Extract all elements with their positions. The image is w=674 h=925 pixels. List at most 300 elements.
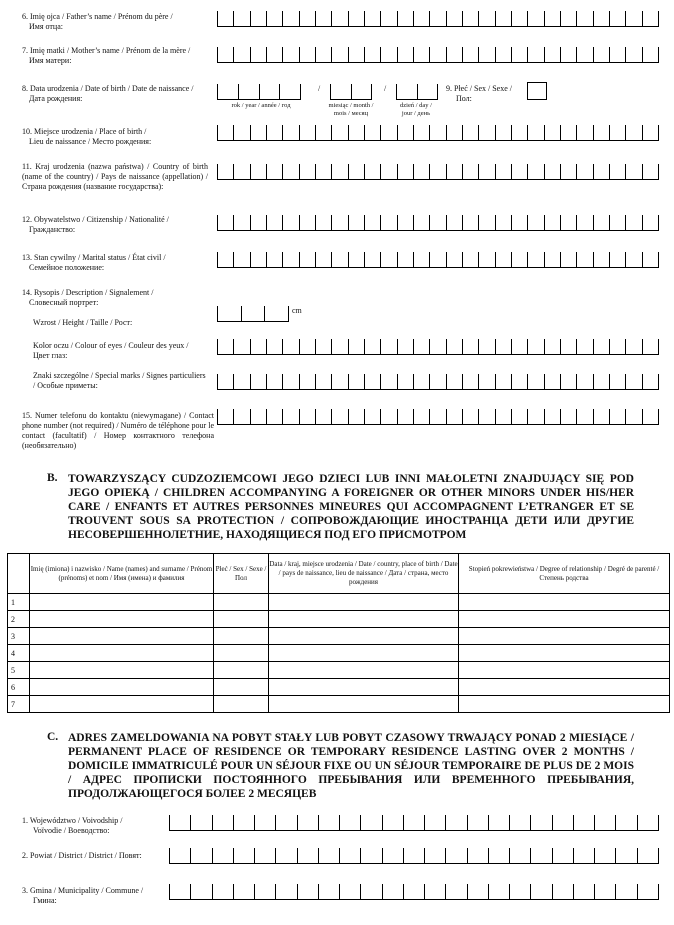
char-cell-divider bbox=[544, 215, 545, 230]
char-cell-divider bbox=[429, 125, 430, 140]
char-cell-divider bbox=[576, 252, 577, 267]
relationship-cell[interactable] bbox=[459, 662, 670, 679]
char-cell-divider bbox=[254, 815, 255, 830]
char-cell-divider bbox=[331, 409, 332, 424]
char-cell-divider bbox=[527, 11, 528, 26]
char-cell-divider bbox=[217, 47, 218, 62]
char-cell-divider bbox=[576, 374, 577, 389]
char-cell-divider bbox=[658, 884, 659, 899]
char-cell-divider bbox=[241, 306, 242, 321]
char-cell-divider bbox=[397, 252, 398, 267]
char-cell-divider bbox=[544, 47, 545, 62]
char-cell-divider bbox=[339, 815, 340, 830]
char-cell-divider bbox=[615, 848, 616, 863]
row-number: 1 bbox=[8, 594, 30, 611]
char-cell-divider bbox=[299, 252, 300, 267]
char-cell-divider bbox=[299, 125, 300, 140]
char-cell-divider bbox=[382, 884, 383, 899]
char-cell-divider bbox=[544, 125, 545, 140]
sex-box[interactable] bbox=[527, 82, 547, 100]
char-cell-divider bbox=[169, 815, 170, 830]
char-cell-divider bbox=[250, 374, 251, 389]
char-cell-divider bbox=[445, 848, 446, 863]
mother-name-field[interactable] bbox=[217, 47, 659, 63]
char-cell-divider bbox=[446, 215, 447, 230]
char-cell-divider bbox=[424, 848, 425, 863]
char-cell-divider bbox=[446, 11, 447, 26]
birth-cell[interactable] bbox=[269, 594, 459, 611]
father-name-label-ru: Имя отца: bbox=[29, 22, 63, 31]
char-cell-divider bbox=[266, 11, 267, 26]
char-cell-divider bbox=[331, 339, 332, 354]
char-cell-divider bbox=[299, 374, 300, 389]
row-number: 7 bbox=[8, 696, 30, 713]
relationship-cell[interactable] bbox=[459, 679, 670, 696]
height-field[interactable] bbox=[217, 306, 289, 322]
char-cell-divider bbox=[266, 409, 267, 424]
name-cell[interactable] bbox=[30, 696, 214, 713]
char-cell-divider bbox=[573, 815, 574, 830]
char-cell-divider bbox=[266, 215, 267, 230]
birth-day-field[interactable] bbox=[396, 84, 438, 100]
char-cell-divider bbox=[250, 339, 251, 354]
char-cell-divider bbox=[576, 125, 577, 140]
birth-cell[interactable] bbox=[269, 611, 459, 628]
char-cell-divider bbox=[397, 47, 398, 62]
char-cell-divider bbox=[282, 409, 283, 424]
char-cell-divider bbox=[266, 339, 267, 354]
char-cell-divider bbox=[318, 848, 319, 863]
char-cell-divider bbox=[380, 11, 381, 26]
char-cell-divider bbox=[315, 215, 316, 230]
char-cell-divider bbox=[233, 339, 234, 354]
phone-field[interactable] bbox=[217, 409, 659, 425]
char-cell-divider bbox=[360, 815, 361, 830]
char-cell-divider bbox=[397, 11, 398, 26]
char-cell-divider bbox=[331, 47, 332, 62]
char-cell-divider bbox=[275, 848, 276, 863]
sex-cell[interactable] bbox=[214, 611, 269, 628]
char-cell-divider bbox=[527, 125, 528, 140]
char-cell-divider bbox=[413, 47, 414, 62]
char-cell-divider bbox=[250, 409, 251, 424]
char-cell-divider bbox=[544, 252, 545, 267]
name-cell[interactable] bbox=[30, 679, 214, 696]
char-cell-divider bbox=[233, 815, 234, 830]
char-cell-divider bbox=[594, 815, 595, 830]
char-cell-divider bbox=[511, 252, 512, 267]
marital-status-label: 13. Stan cywilny / Marital status / État civil / bbox=[22, 253, 166, 262]
char-cell-divider bbox=[250, 164, 251, 179]
char-cell-divider bbox=[446, 252, 447, 267]
char-cell-divider bbox=[380, 409, 381, 424]
char-cell-divider bbox=[212, 815, 213, 830]
birth-cell[interactable] bbox=[269, 679, 459, 696]
char-cell-divider bbox=[593, 339, 594, 354]
char-cell-divider bbox=[527, 409, 528, 424]
char-cell-divider bbox=[511, 11, 512, 26]
char-cell-divider bbox=[217, 339, 218, 354]
char-cell-divider bbox=[413, 215, 414, 230]
char-cell-divider bbox=[609, 125, 610, 140]
char-cell-divider bbox=[658, 47, 659, 62]
birth-cell[interactable] bbox=[269, 696, 459, 713]
char-cell-divider bbox=[642, 215, 643, 230]
char-cell-divider bbox=[233, 848, 234, 863]
char-cell-divider bbox=[217, 374, 218, 389]
char-cell-divider bbox=[217, 252, 218, 267]
char-cell-divider bbox=[429, 339, 430, 354]
char-cell-divider bbox=[299, 409, 300, 424]
char-cell-divider bbox=[297, 848, 298, 863]
sex-cell[interactable] bbox=[214, 662, 269, 679]
district-field[interactable] bbox=[169, 848, 659, 864]
char-cell-divider bbox=[233, 409, 234, 424]
char-cell-divider bbox=[233, 47, 234, 62]
eye-colour-label: Kolor oczu / Colour of eyes / Couleur des yeux / bbox=[33, 341, 189, 350]
row-number: 6 bbox=[8, 679, 30, 696]
char-cell-divider bbox=[380, 125, 381, 140]
table-row bbox=[8, 679, 670, 696]
char-cell-divider bbox=[282, 339, 283, 354]
char-cell-divider bbox=[576, 215, 577, 230]
name-cell[interactable] bbox=[30, 645, 214, 662]
char-cell-divider bbox=[594, 884, 595, 899]
char-cell-divider bbox=[413, 252, 414, 267]
relationship-cell[interactable] bbox=[459, 628, 670, 645]
char-cell-divider bbox=[642, 164, 643, 179]
char-cell-divider bbox=[552, 848, 553, 863]
char-cell-divider bbox=[250, 11, 251, 26]
char-cell-divider bbox=[288, 306, 289, 321]
char-cell-divider bbox=[364, 11, 365, 26]
char-cell-divider bbox=[560, 252, 561, 267]
char-cell-divider bbox=[593, 409, 594, 424]
char-cell-divider bbox=[495, 11, 496, 26]
name-cell[interactable] bbox=[30, 594, 214, 611]
municipality-label: 3. Gmina / Municipality / Commune / bbox=[22, 886, 144, 895]
char-cell-divider bbox=[495, 374, 496, 389]
char-cell-divider bbox=[397, 409, 398, 424]
char-cell-divider bbox=[573, 848, 574, 863]
char-cell-divider bbox=[445, 884, 446, 899]
char-cell-divider bbox=[233, 164, 234, 179]
char-cell-divider bbox=[299, 47, 300, 62]
char-cell-divider bbox=[233, 125, 234, 140]
char-cell-divider bbox=[424, 884, 425, 899]
char-cell-divider bbox=[560, 11, 561, 26]
mother-name-label: 7. Imię matki / Mother’s name / Prénom de la mère / bbox=[22, 46, 191, 55]
char-cell-divider bbox=[364, 374, 365, 389]
char-cell-divider bbox=[593, 11, 594, 26]
char-cell-divider bbox=[609, 409, 610, 424]
char-cell-divider bbox=[371, 84, 372, 99]
special-marks-label: Znaki szczególne / Special marks / Signes particuliers / Особые приметы: bbox=[33, 371, 206, 390]
char-cell-divider bbox=[478, 11, 479, 26]
char-cell-divider bbox=[637, 815, 638, 830]
char-cell-divider bbox=[169, 848, 170, 863]
table-row bbox=[8, 645, 670, 662]
char-cell-divider bbox=[625, 215, 626, 230]
birth-cell[interactable] bbox=[269, 628, 459, 645]
relationship-cell[interactable] bbox=[459, 645, 670, 662]
char-cell-divider bbox=[560, 47, 561, 62]
char-cell-divider bbox=[318, 815, 319, 830]
char-cell-divider bbox=[530, 815, 531, 830]
char-cell-divider bbox=[593, 252, 594, 267]
char-cell-divider bbox=[266, 252, 267, 267]
char-cell-divider bbox=[233, 884, 234, 899]
char-cell-divider bbox=[318, 884, 319, 899]
char-cell-divider bbox=[397, 125, 398, 140]
municipality-label-ru: Гмина: bbox=[33, 896, 57, 905]
char-cell-divider bbox=[413, 374, 414, 389]
char-cell-divider bbox=[331, 252, 332, 267]
char-cell-divider bbox=[495, 215, 496, 230]
name-cell[interactable] bbox=[30, 662, 214, 679]
char-cell-divider bbox=[573, 884, 574, 899]
char-cell-divider bbox=[658, 215, 659, 230]
char-cell-divider bbox=[467, 884, 468, 899]
name-cell[interactable] bbox=[30, 628, 214, 645]
char-cell-divider bbox=[397, 164, 398, 179]
voivodship-field[interactable] bbox=[169, 815, 659, 831]
char-cell-divider bbox=[478, 164, 479, 179]
char-cell-divider bbox=[348, 215, 349, 230]
char-cell-divider bbox=[446, 339, 447, 354]
col-relationship-header: Stopień pokrewieństwa / Degree of relationship / Degré de parenté / Степень родства bbox=[459, 554, 670, 594]
char-cell-divider bbox=[217, 306, 218, 321]
char-cell-divider bbox=[297, 884, 298, 899]
birth-place-field[interactable] bbox=[217, 125, 659, 141]
char-cell-divider bbox=[576, 409, 577, 424]
char-cell-divider bbox=[190, 815, 191, 830]
birth-place-label: 10. Miejsce urodzenia / Place of birth / bbox=[22, 127, 147, 136]
char-cell-divider bbox=[380, 374, 381, 389]
voivodship-label: 1. Województwo / Voivodship / bbox=[22, 816, 123, 825]
char-cell-divider bbox=[364, 164, 365, 179]
char-cell-divider bbox=[315, 409, 316, 424]
father-name-field[interactable] bbox=[217, 11, 659, 27]
char-cell-divider bbox=[530, 848, 531, 863]
char-cell-divider bbox=[282, 11, 283, 26]
section-c-letter: C. bbox=[47, 731, 59, 743]
birth-date-label-ru: Дата рождения: bbox=[29, 94, 83, 103]
row-number: 5 bbox=[8, 662, 30, 679]
special-marks-field[interactable] bbox=[217, 374, 659, 390]
char-cell-divider bbox=[266, 374, 267, 389]
char-cell-divider bbox=[437, 84, 438, 99]
char-cell-divider bbox=[190, 848, 191, 863]
children-table bbox=[7, 553, 670, 713]
char-cell-divider bbox=[495, 47, 496, 62]
char-cell-divider bbox=[413, 409, 414, 424]
char-cell-divider bbox=[299, 11, 300, 26]
table-row bbox=[8, 628, 670, 645]
char-cell-divider bbox=[488, 815, 489, 830]
char-cell-divider bbox=[282, 125, 283, 140]
char-cell-divider bbox=[364, 409, 365, 424]
sex-cell[interactable] bbox=[214, 628, 269, 645]
char-cell-divider bbox=[413, 125, 414, 140]
marital-status-field[interactable] bbox=[217, 252, 659, 268]
relationship-cell[interactable] bbox=[459, 611, 670, 628]
relationship-cell[interactable] bbox=[459, 594, 670, 611]
char-cell-divider bbox=[615, 884, 616, 899]
char-cell-divider bbox=[413, 11, 414, 26]
table-row bbox=[8, 696, 670, 713]
row-number: 2 bbox=[8, 611, 30, 628]
sex-label-ru: Пол: bbox=[456, 94, 472, 103]
birth-place-label-b: Lieu de naissance / Место рождения: bbox=[29, 137, 152, 146]
char-cell-divider bbox=[190, 884, 191, 899]
char-cell-divider bbox=[488, 884, 489, 899]
char-cell-divider bbox=[495, 125, 496, 140]
col-number-header bbox=[8, 554, 30, 594]
char-cell-divider bbox=[462, 252, 463, 267]
sex-cell[interactable] bbox=[214, 679, 269, 696]
char-cell-divider bbox=[380, 339, 381, 354]
char-cell-divider bbox=[511, 215, 512, 230]
char-cell-divider bbox=[315, 11, 316, 26]
citizenship-field[interactable] bbox=[217, 215, 659, 231]
char-cell-divider bbox=[625, 339, 626, 354]
char-cell-divider bbox=[609, 339, 610, 354]
char-cell-divider bbox=[266, 125, 267, 140]
char-cell-divider bbox=[594, 848, 595, 863]
sex-cell[interactable] bbox=[214, 645, 269, 662]
char-cell-divider bbox=[544, 374, 545, 389]
char-cell-divider bbox=[264, 306, 265, 321]
char-cell-divider bbox=[429, 215, 430, 230]
relationship-cell[interactable] bbox=[459, 696, 670, 713]
char-cell-divider bbox=[642, 11, 643, 26]
char-cell-divider bbox=[658, 409, 659, 424]
char-cell-divider bbox=[254, 884, 255, 899]
char-cell-divider bbox=[478, 409, 479, 424]
char-cell-divider bbox=[478, 125, 479, 140]
birth-country-label: 11. Kraj urodzenia (nazwa państwa) / Country of birth (name of the country) / Pays de naissance (appellation) / Страна рождения (название государства): bbox=[22, 162, 208, 191]
birth-year-field[interactable] bbox=[217, 84, 301, 100]
char-cell-divider bbox=[527, 339, 528, 354]
char-cell-divider bbox=[658, 374, 659, 389]
char-cell-divider bbox=[544, 164, 545, 179]
char-cell-divider bbox=[364, 47, 365, 62]
char-cell-divider bbox=[642, 252, 643, 267]
char-cell-divider bbox=[233, 252, 234, 267]
birth-month-field[interactable] bbox=[330, 84, 372, 100]
char-cell-divider bbox=[233, 11, 234, 26]
char-cell-divider bbox=[297, 815, 298, 830]
char-cell-divider bbox=[509, 884, 510, 899]
col-name-header: Imię (imiona) i nazwisko / Name (names) and surname / Prénom (prénoms) et nom / Имя (имена) и фамилия bbox=[30, 554, 214, 594]
char-cell-divider bbox=[331, 125, 332, 140]
char-cell-divider bbox=[615, 815, 616, 830]
eye-colour-field[interactable] bbox=[217, 339, 659, 355]
char-cell-divider bbox=[446, 164, 447, 179]
char-cell-divider bbox=[315, 164, 316, 179]
char-cell-divider bbox=[467, 848, 468, 863]
char-cell-divider bbox=[364, 125, 365, 140]
col-birth-header: Data / kraj, miejsce urodzenia / Date / country, place of birth / Date / pays de naissance, lieu de naissance / Дата / страна, место рождения bbox=[269, 554, 459, 594]
name-cell[interactable] bbox=[30, 611, 214, 628]
char-cell-divider bbox=[217, 84, 218, 99]
char-cell-divider bbox=[637, 848, 638, 863]
char-cell-divider bbox=[609, 215, 610, 230]
char-cell-divider bbox=[593, 374, 594, 389]
char-cell-divider bbox=[266, 164, 267, 179]
table-row bbox=[8, 662, 670, 679]
height-unit: cm bbox=[292, 306, 302, 315]
char-cell-divider bbox=[593, 47, 594, 62]
section-c-heading: ADRES ZAMELDOWANIA NA POBYT STAŁY LUB POBYT CZASOWY TRWAJĄCY PONAD 2 MIESIĄCE / PERMANENT PLACE OF RESIDENCE OR TEMPORARY RESIDENCE LASTING OVER 2 MONTHS / DOMICILE IMMATRICULÉ POUR UN SÉJOUR FIXE OU UN SÉJOUR TEMPORAIRE DE PLUS DE 2 MOIS / АДРЕС ПРОПИСКИ ПОСТОЯННОГО ПРЕБЫВАНИЯ ИЛИ ВРЕМЕННОГО ПРЕБЫВАНИЯ, ПРОДОЛЖАЮЩЕГОСЯ БОЛЕЕ 2 МЕСЯЦЕВ bbox=[68, 732, 634, 800]
char-cell-divider bbox=[429, 252, 430, 267]
char-cell-divider bbox=[403, 848, 404, 863]
date-separator: / bbox=[384, 84, 387, 93]
char-cell-divider bbox=[339, 848, 340, 863]
char-cell-divider bbox=[495, 409, 496, 424]
description-label: 14. Rysopis / Description / Signalement / bbox=[22, 288, 154, 297]
char-cell-divider bbox=[478, 47, 479, 62]
char-cell-divider bbox=[527, 164, 528, 179]
eye-colour-label-ru: Цвет глаз: bbox=[33, 351, 68, 360]
municipality-field[interactable] bbox=[169, 884, 659, 900]
char-cell-divider bbox=[462, 339, 463, 354]
marital-status-label-ru: Семейное положение: bbox=[29, 263, 105, 272]
char-cell-divider bbox=[279, 84, 280, 99]
month-caption: miesiąc / month / mois / месяц bbox=[328, 102, 374, 117]
birth-cell[interactable] bbox=[269, 662, 459, 679]
char-cell-divider bbox=[593, 125, 594, 140]
char-cell-divider bbox=[429, 164, 430, 179]
char-cell-divider bbox=[593, 164, 594, 179]
char-cell-divider bbox=[397, 374, 398, 389]
char-cell-divider bbox=[364, 215, 365, 230]
char-cell-divider bbox=[348, 409, 349, 424]
table-row bbox=[8, 611, 670, 628]
char-cell-divider bbox=[351, 84, 352, 99]
char-cell-divider bbox=[509, 848, 510, 863]
char-cell-divider bbox=[331, 215, 332, 230]
char-cell-divider bbox=[282, 252, 283, 267]
char-cell-divider bbox=[625, 252, 626, 267]
char-cell-divider bbox=[348, 11, 349, 26]
char-cell-divider bbox=[217, 125, 218, 140]
char-cell-divider bbox=[625, 11, 626, 26]
char-cell-divider bbox=[348, 164, 349, 179]
char-cell-divider bbox=[511, 125, 512, 140]
col-sex-header: Płeć / Sex / Sexe / Пол bbox=[214, 554, 269, 594]
mother-name-label-ru: Имя матери: bbox=[29, 56, 72, 65]
char-cell-divider bbox=[488, 848, 489, 863]
char-cell-divider bbox=[509, 815, 510, 830]
birth-country-field[interactable] bbox=[217, 164, 659, 180]
char-cell-divider bbox=[331, 11, 332, 26]
char-cell-divider bbox=[315, 339, 316, 354]
char-cell-divider bbox=[625, 47, 626, 62]
char-cell-divider bbox=[462, 374, 463, 389]
birth-cell[interactable] bbox=[269, 645, 459, 662]
sex-cell[interactable] bbox=[214, 594, 269, 611]
char-cell-divider bbox=[495, 339, 496, 354]
char-cell-divider bbox=[212, 848, 213, 863]
char-cell-divider bbox=[527, 252, 528, 267]
char-cell-divider bbox=[446, 125, 447, 140]
char-cell-divider bbox=[609, 11, 610, 26]
char-cell-divider bbox=[217, 409, 218, 424]
char-cell-divider bbox=[169, 884, 170, 899]
sex-cell[interactable] bbox=[214, 696, 269, 713]
